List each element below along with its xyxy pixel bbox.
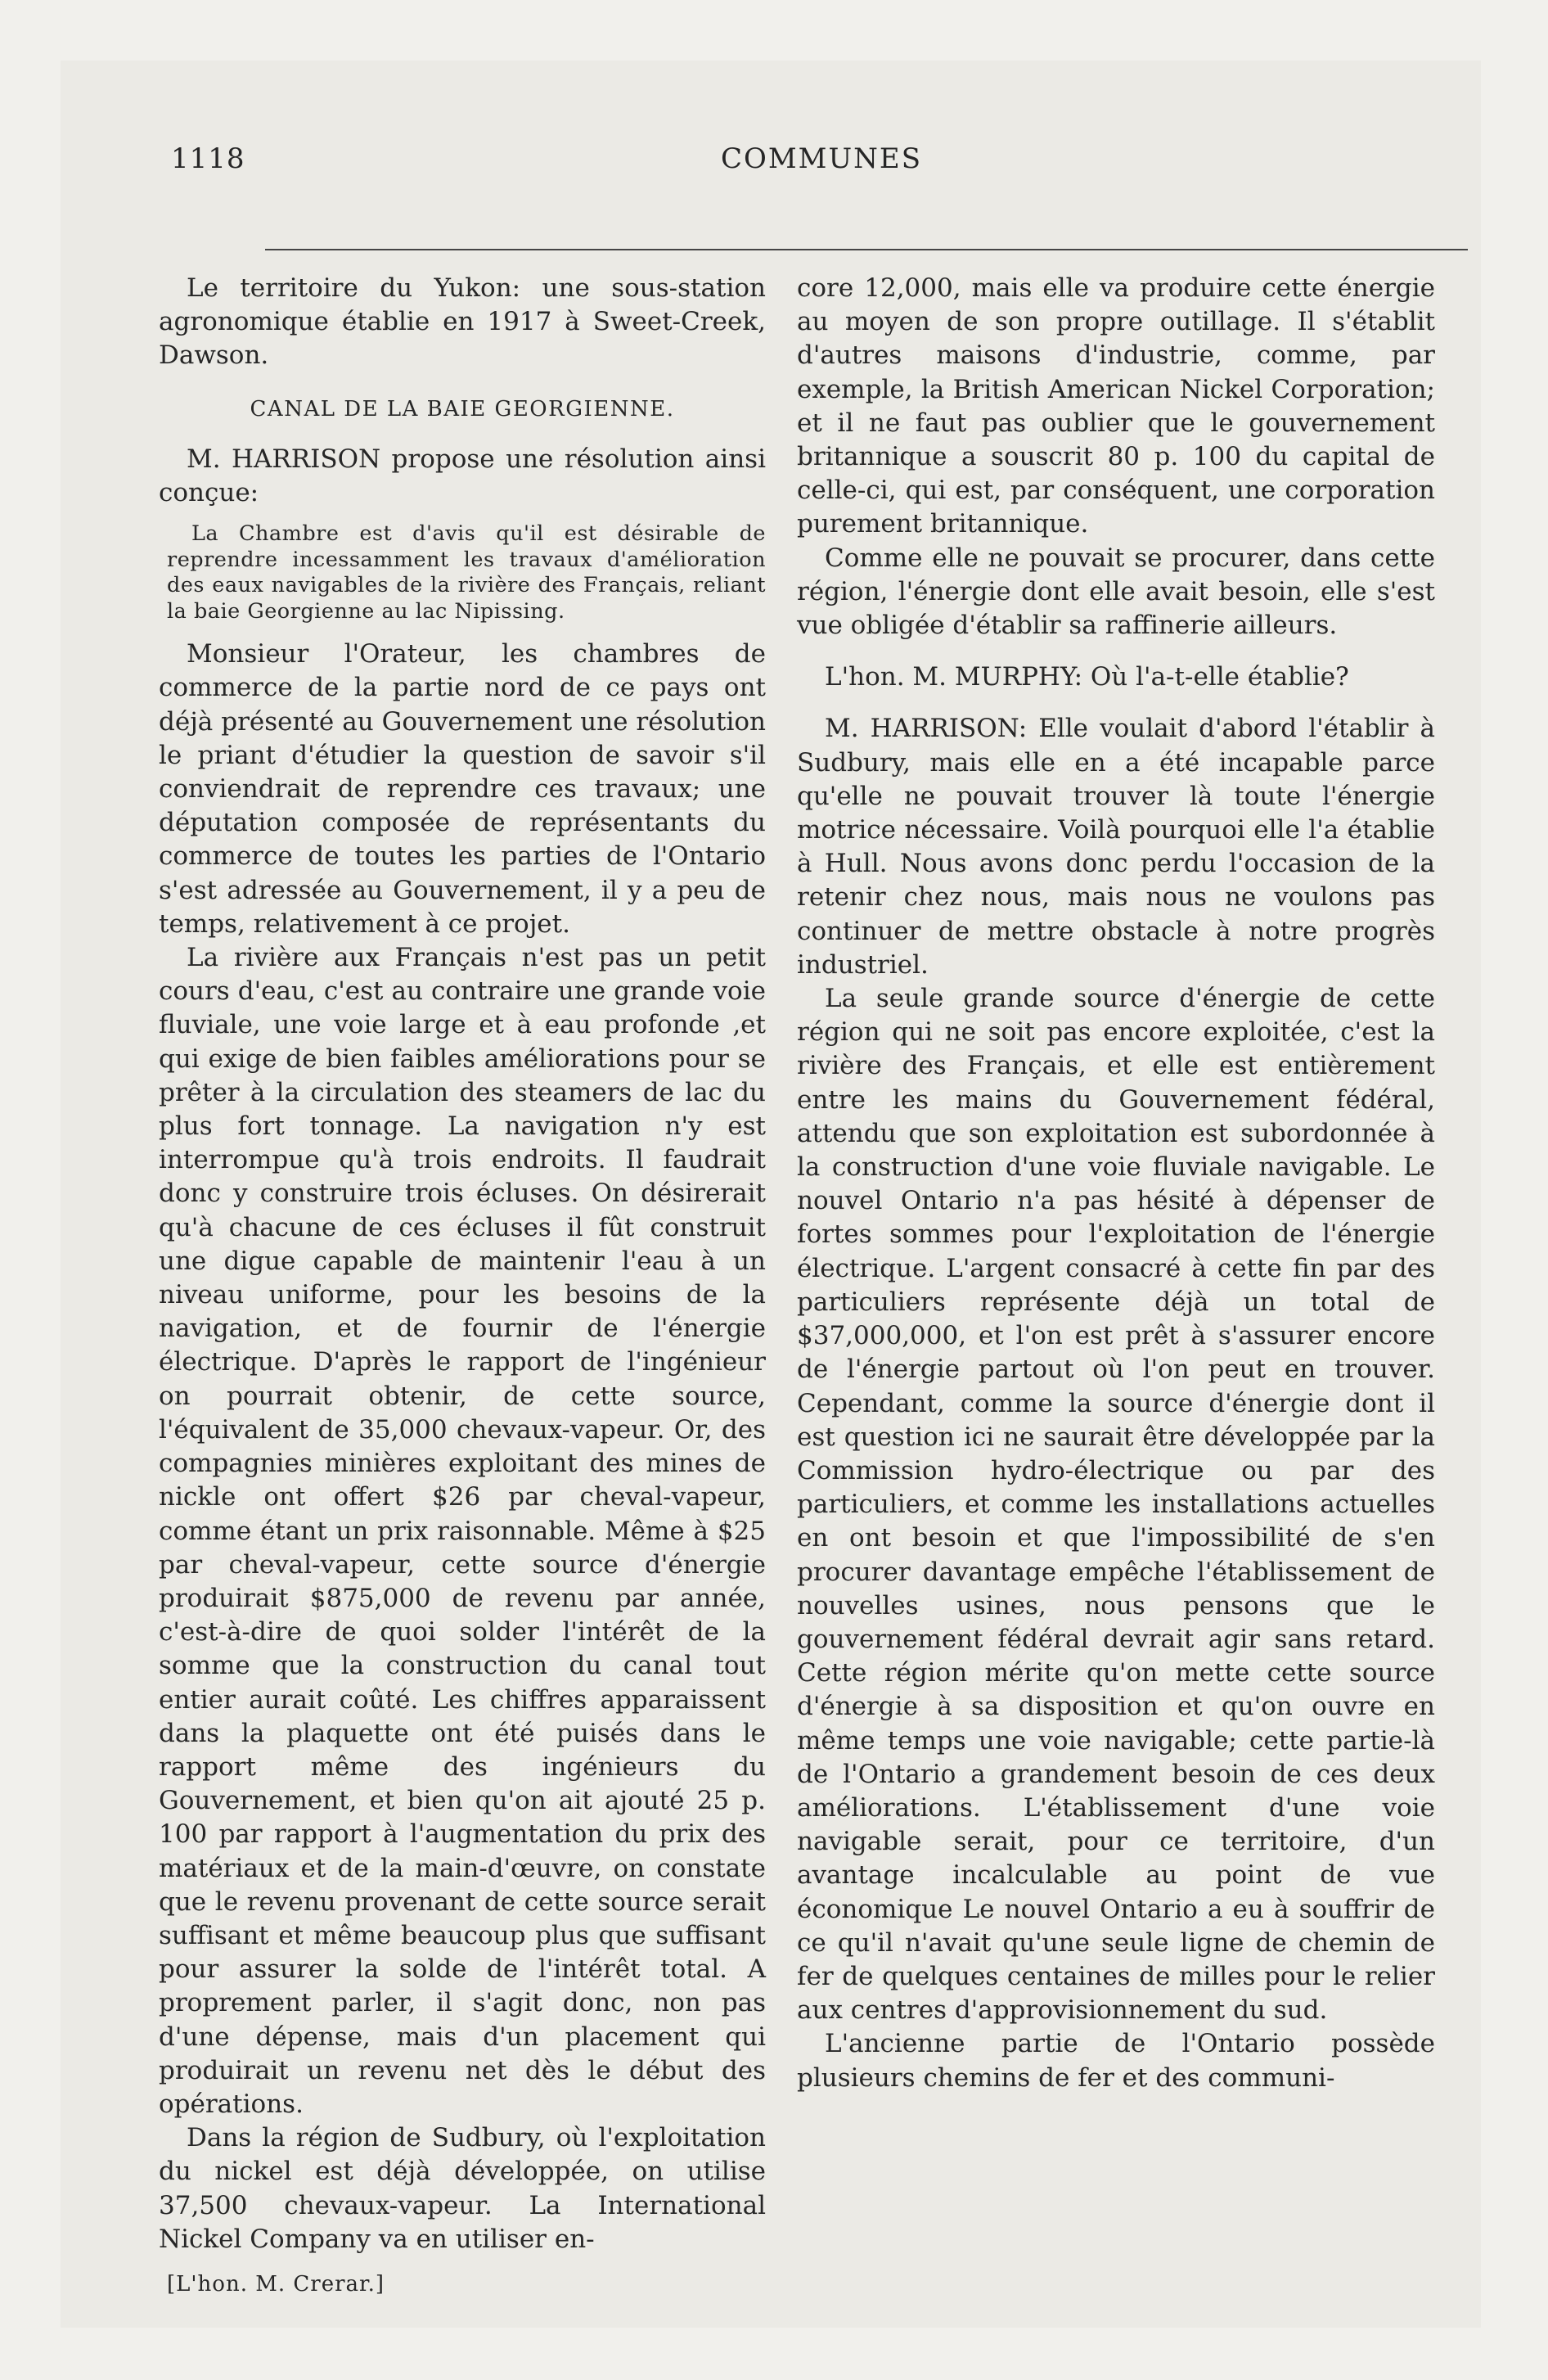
paragraph: Comme elle ne pouvait se procurer, dans cette région, l'énergie dont elle avait besoin, elle s'est vue obligée d'établir sa raffinerie ailleurs. <box>797 543 1435 641</box>
paragraph: L'hon. M. MURPHY: Où l'a-t-elle établie? <box>825 662 1349 692</box>
section-heading: CANAL DE LA BAIE GEORGIENNE. <box>250 396 675 421</box>
page <box>61 61 1481 2328</box>
header-rule <box>265 249 1468 250</box>
paragraph: Monsieur l'Orateur, les chambres de commerce de la partie nord de ce pays ont déjà présenté au Gouvernement une résolution le priant d'étudier la question de savoir s'il conviendrait de reprendre ces travaux; une députation composée de représentants du commerce de toutes les parties de l'Ontario s'est adressée au Gouvernement, il y a peu de temps, relativement à ce projet. <box>159 639 766 939</box>
paragraph: Dans la région de Sudbury, où l'exploitation du nickel est déjà développée, on utilise 37,500 chevaux-vapeur. La International Nickel Company va en utiliser en- <box>159 2123 766 2254</box>
right-column <box>797 272 1435 2095</box>
page-header <box>171 142 1472 183</box>
paragraph: M. HARRISON propose une résolution ainsi conçue: <box>159 444 766 508</box>
paragraph: La seule grande source d'énergie de cette région qui ne soit pas encore exploitée, c'est la rivière des Français, et elle est entièrement entre les mains du Gouvernement fédéral, attendu que son exploitation est subordonnée à la construction d'une voie fluviale navigable. Le nouvel Ontario n'a pas hésité à dépenser de fortes sommes pour l'exploitation de l'énergie électrique. L'argent consacré à cette fin par des particuliers représente déjà un total de $37,000,000, et l'on est prêt à s'assurer encore de l'énergie partout où l'on peut en trouver. Cependant, comme la source d'énergie dont il est question ici ne saurait être développée par la Commission hydro-électrique ou par des particuliers, et comme les installations actuelles en ont besoin et que l'impossibilité de s'en procurer davantage empêche l'établissement de nouvelles usines, nous pensons que le gouvernement fédéral devrait agir sans retard. Cette région mérite qu'on mette cette source d'énergie à sa disposition et qu'on ouvre en même temps une voie navigable; cette partie-là de l'Ontario a grandement besoin de ces deux améliorations. L'établissement d'une voie navigable serait, pour ce territoire, d'un avantage incalculable au point de vue économique Le nouvel Ontario a eu à souffrir de ce qu'il n'avait qu'une seule ligne de chemin de fer de quelques centaines de milles pour le relier aux centres d'approvisionnement du sud. <box>797 984 1435 2026</box>
paragraph: Le territoire du Yukon: une sous-station agronomique établie en 1917 à Sweet-Creek, Dawson. <box>159 273 766 371</box>
paragraph: L'ancienne partie de l'Ontario possède plusieurs chemins de fer et des communi- <box>797 2029 1435 2093</box>
speaker-tag: [L'hon. M. Crerar.] <box>167 2271 385 2297</box>
paragraph: core 12,000, mais elle va produire cette énergie au moyen de son propre outillage. Il s'établit d'autres maisons d'industrie, comme, par exemple, la British American Nickel Corporation; et il ne faut pas oublier que le gouvernement britannique a souscrit 80 p. 100 du capital de celle-ci, qui est, par conséquent, une corporation purement britannique. <box>797 273 1435 539</box>
motion-text: La Chambre est d'avis qu'il est désirable de reprendre incessamment les travaux d'amélioration des eaux navigables de la rivière des Français, reliant la baie Georgienne au lac Nipissing. <box>167 521 766 624</box>
page-number: 1118 <box>171 142 245 175</box>
running-head: COMMUNES <box>720 142 923 175</box>
paragraph: La rivière aux Français n'est pas un petit cours d'eau, c'est au contraire une grande voie fluviale, une voie large et à eau profonde ,et qui exige de bien faibles améliorations pour se prêter à la circulation des steamers de lac du plus fort tonnage. La navigation n'y est interrompue qu'à trois endroits. Il faudrait donc y construire trois écluses. On désirerait qu'à chacune de ces écluses il fût construit une digue capable de maintenir l'eau à un niveau uniforme, pour les besoins de la navigation, et de fournir de l'énergie électrique. D'après le rapport de l'ingénieur on pourrait obtenir, de cette source, l'équivalent de 35,000 chevaux-vapeur. Or, des compagnies minières exploitant des mines de nickle ont offert $26 par cheval-vapeur, comme étant un prix raisonnable. Même à $25 par cheval-vapeur, cette source d'énergie produirait $875,000 de revenu par année, c'est-à-dire de quoi solder l'intérêt de la somme que la construction du canal tout entier aurait coûté. Les chiffres apparaissent dans la plaquette ont été puisés dans le rapport même des ingénieurs du Gouvernement, et bien qu'on ait ajouté 25 p. 100 par rapport à l'augmentation du prix des matériaux et de la main-d'œuvre, on constate que le revenu provenant de cette source serait suffisant et même beaucoup plus que suffisant pour assurer la solde de l'intérêt total. A proprement parler, il s'agit donc, non pas d'une dépense, mais d'un placement qui produirait un revenu net dès le début des opérations. <box>159 943 766 2119</box>
left-column <box>159 272 766 2301</box>
paragraph: M. HARRISON: Elle voulait d'abord l'établir à Sudbury, mais elle en a été incapable parce qu'elle ne pouvait trouver là toute l'énergie motrice nécessaire. Voilà pourquoi elle l'a établie à Hull. Nous avons donc perdu l'occasion de la retenir chez nous, mais nous ne voulons pas continuer de mettre obstacle à notre progrès industriel. <box>797 714 1435 980</box>
